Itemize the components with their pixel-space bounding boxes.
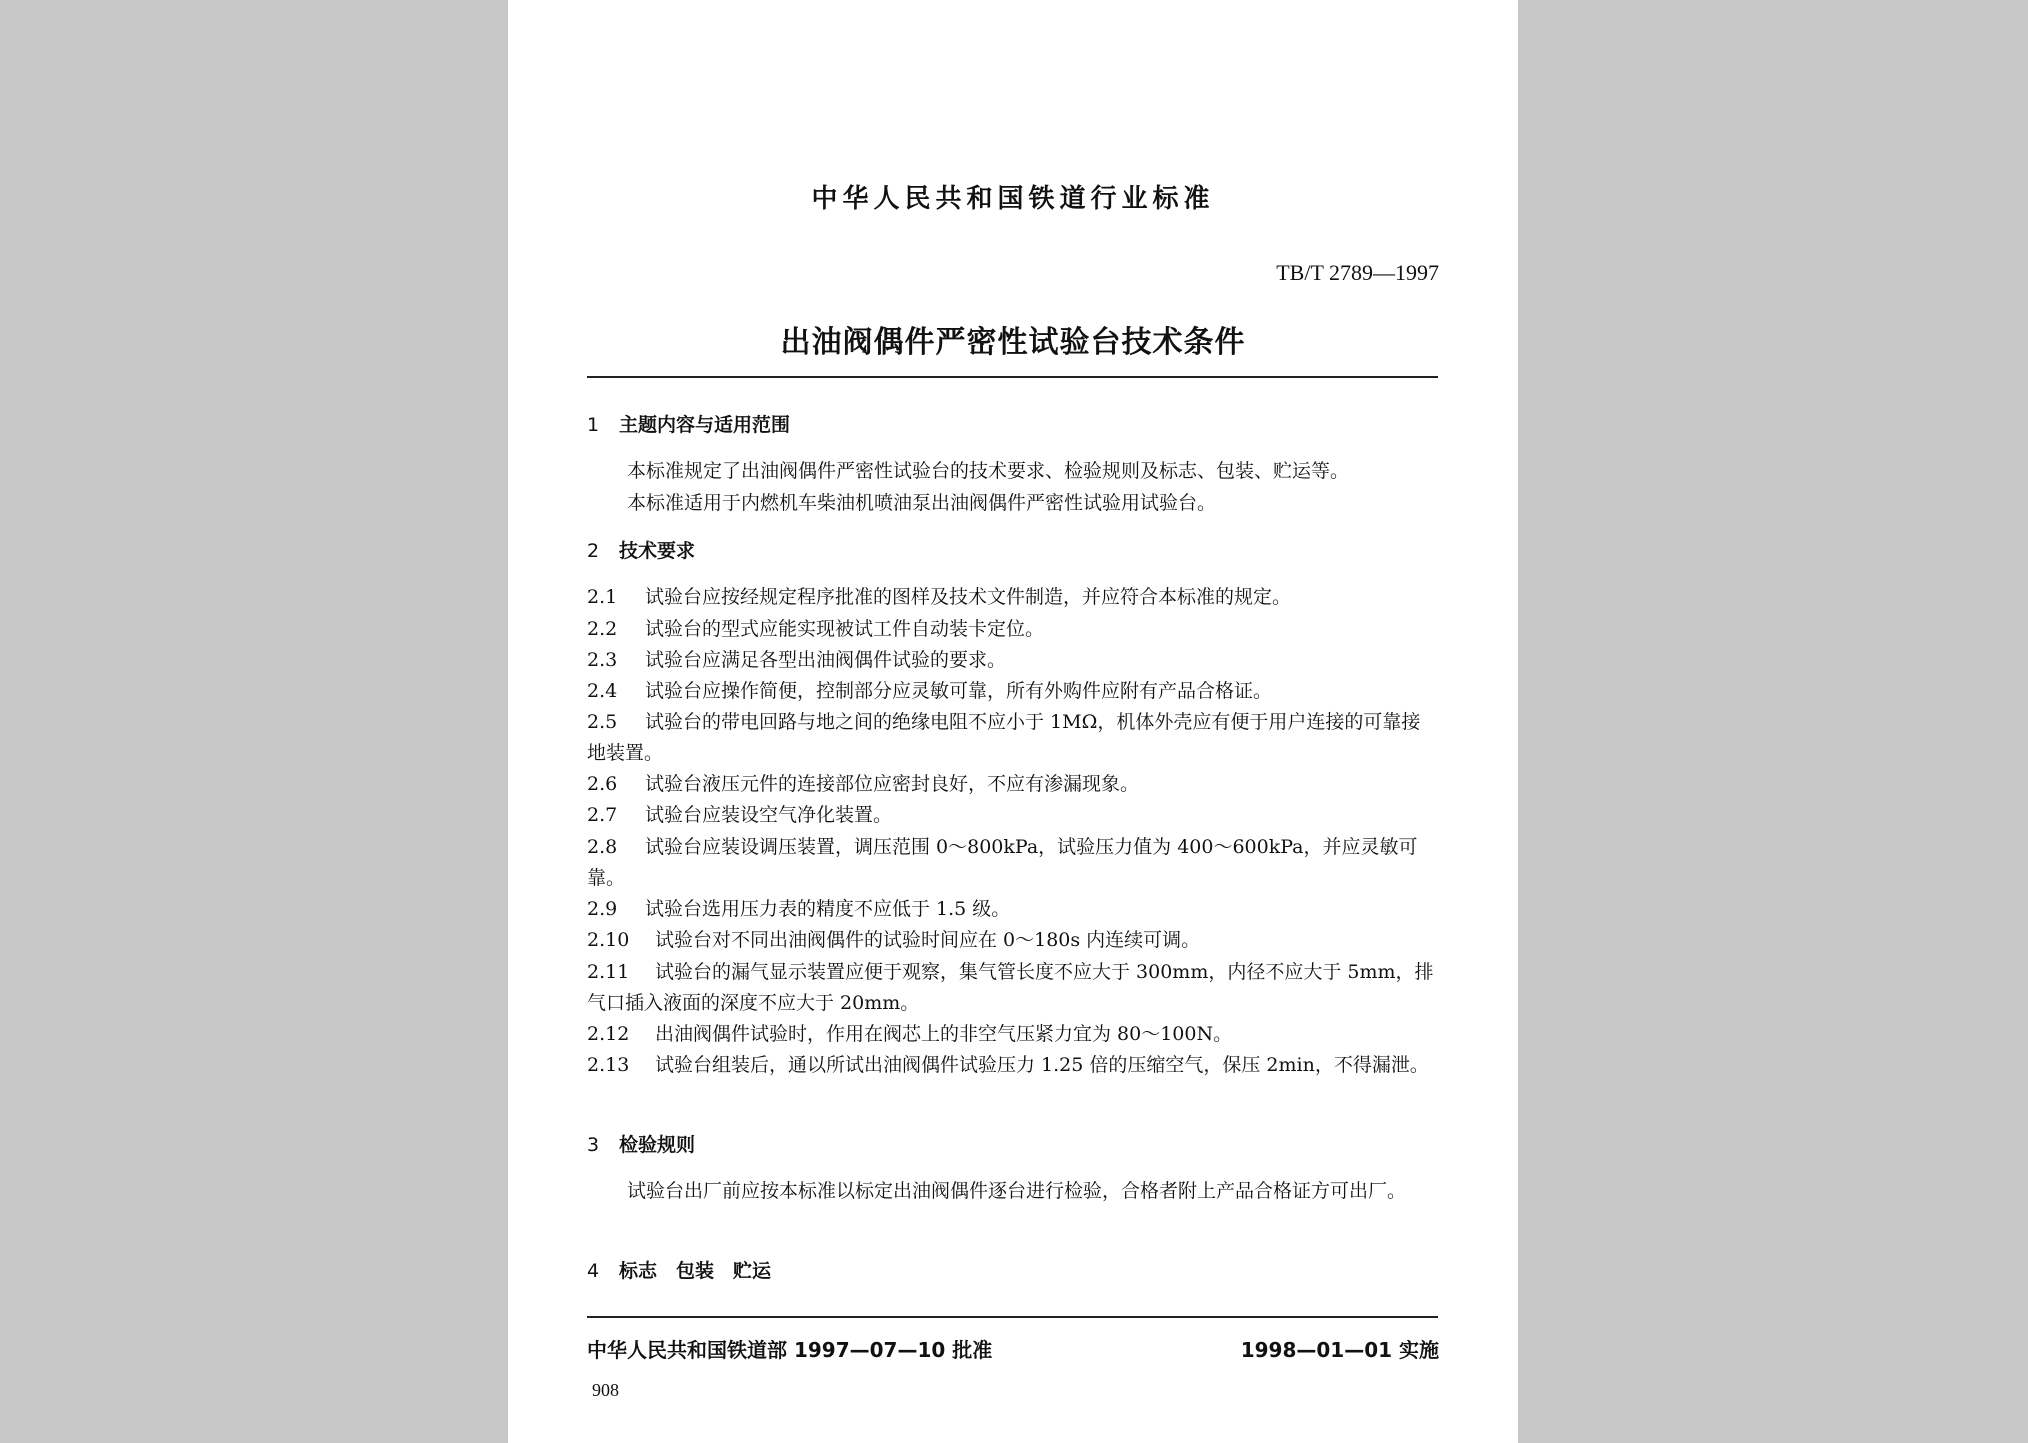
- clause-number: 2.6: [587, 773, 618, 795]
- clause-number: 2.1: [587, 586, 618, 608]
- document-page: [508, 0, 1518, 1443]
- clause-number: 2.4: [587, 680, 618, 702]
- clause-2-3: [587, 645, 1438, 676]
- section-title: 技术要求: [619, 540, 696, 562]
- section-1-paragraph-1: 本标准规定了出油阀偶件严密性试验台的技术要求、检验规则及标志、包装、贮运等。: [627, 460, 1350, 482]
- clause-text: 试验台对不同出油阀偶件的试验时间应在 0～180s 内连续可调。: [655, 929, 1201, 951]
- title-rule: [587, 376, 1438, 378]
- clause-text: 试验台选用压力表的精度不应低于 1.5 级。: [645, 898, 1011, 920]
- page-number: 908: [592, 1380, 619, 1400]
- clause-number: 2.10: [587, 929, 630, 951]
- standard-code: TB/T 2789—1997: [1276, 260, 1439, 285]
- clause-text: 试验台应满足各型出油阀偶件试验的要求。: [645, 649, 1007, 671]
- section-3-body: 试验台出厂前应按本标准以标定出油阀偶件逐台进行检验，合格者附上产品合格证方可出厂。: [627, 1180, 1407, 1202]
- clause-text: 试验台应按经规定程序批准的图样及技术文件制造，并应符合本标准的规定。: [645, 586, 1292, 608]
- clause-2-7: [587, 800, 1438, 831]
- section-number: 3: [587, 1134, 600, 1156]
- section-title: 检验规则: [619, 1134, 696, 1156]
- section-1-paragraph-2: 本标准适用于内燃机车柴油机喷油泵出油阀偶件严密性试验用试验台。: [627, 492, 1217, 514]
- clause-2-2: [587, 614, 1438, 645]
- clause-2-11: [587, 957, 1438, 1019]
- clause-text: 试验台的型式应能实现被试工件自动装卡定位。: [645, 618, 1045, 640]
- section-title: 主题内容与适用范围: [619, 414, 791, 436]
- clause-2-4: [587, 676, 1438, 707]
- clause-text: 试验台应装设调压装置，调压范围 0～800kPa，试验压力值为 400～600kPa，并应灵敏可靠。: [587, 836, 1418, 889]
- approval-line: 中华人民共和国铁道部 1997—07—10 批准: [587, 1338, 993, 1362]
- clause-text: 试验台的漏气显示装置应便于观察，集气管长度不应大于 300mm，内径不应大于 5mm，排气口插入液面的深度不应大于 20mm。: [587, 961, 1434, 1014]
- clause-number: 2.12: [587, 1023, 630, 1045]
- section-title: 标志 包装 贮运: [619, 1260, 772, 1282]
- clause-2-13: [587, 1050, 1438, 1081]
- clause-2-1: [587, 582, 1438, 613]
- clause-number: 2.9: [587, 898, 618, 920]
- clause-number: 2.2: [587, 618, 618, 640]
- clause-text: 试验台液压元件的连接部位应密封良好，不应有渗漏现象。: [645, 773, 1140, 795]
- section-number: 1: [587, 414, 600, 436]
- clause-text: 试验台的带电回路与地之间的绝缘电阻不应小于 1MΩ，机体外壳应有便于用户连接的可靠接地装置。: [587, 711, 1421, 764]
- section-2-heading: [587, 542, 695, 561]
- clause-text: 出油阀偶件试验时，作用在阀芯上的非空气压紧力宜为 80～100N。: [655, 1023, 1233, 1045]
- clause-2-10: [587, 925, 1438, 956]
- clause-2-6: [587, 769, 1438, 800]
- clause-text: 试验台组装后，通以所试出油阀偶件试验压力 1.25 倍的压缩空气，保压 2min，不得漏泄。: [655, 1054, 1429, 1076]
- standard-header: 中华人民共和国铁道行业标准: [811, 184, 1215, 214]
- section-number: 2: [587, 540, 600, 562]
- clause-text: 试验台应操作简便，控制部分应灵敏可靠，所有外购件应附有产品合格证。: [645, 680, 1273, 702]
- clause-text: 试验台应装设空气净化装置。: [645, 804, 893, 826]
- footer-rule: [587, 1316, 1438, 1318]
- section-3-heading: [587, 1136, 695, 1155]
- clause-number: 2.7: [587, 804, 618, 826]
- clause-number: 2.8: [587, 836, 618, 858]
- clause-2-12: [587, 1019, 1438, 1050]
- document-title: 出油阀偶件严密性试验台技术条件: [780, 325, 1246, 360]
- clause-2-9: [587, 894, 1438, 925]
- section-4-heading: [587, 1262, 771, 1281]
- section-number: 4: [587, 1260, 600, 1282]
- clause-number: 2.5: [587, 711, 618, 733]
- clause-2-5: [587, 707, 1438, 769]
- clause-number: 2.3: [587, 649, 618, 671]
- clause-number: 2.11: [587, 961, 630, 983]
- section-1-heading: [587, 416, 790, 435]
- implementation-date: 1998—01—01 实施: [1240, 1338, 1439, 1362]
- clause-number: 2.13: [587, 1054, 630, 1076]
- clause-2-8: [587, 832, 1438, 894]
